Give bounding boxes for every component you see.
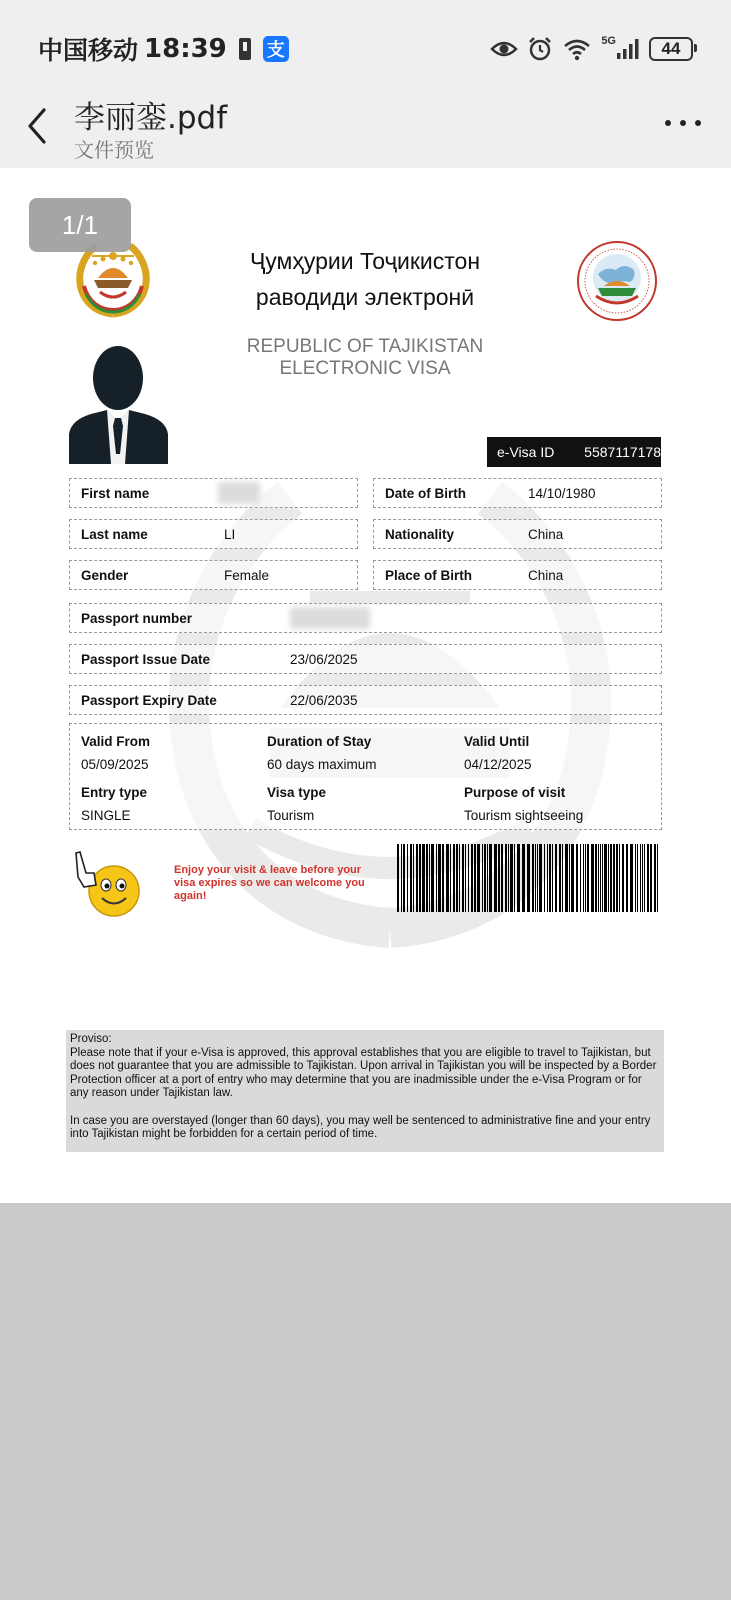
visa-title-tajik-line1: Ҷумҳурии Тоҷикистон xyxy=(249,248,481,274)
visa-title-english xyxy=(180,336,550,380)
visa-title-english-line1: REPUBLIC OF TAJIKISTAN xyxy=(246,336,484,357)
duration-cell xyxy=(267,734,377,772)
carrier-name: 中国移动 xyxy=(38,36,139,65)
page-counter: 1/1 xyxy=(29,198,131,252)
valid-from-label: Valid From xyxy=(81,734,151,749)
passport-number-label: Passport number xyxy=(81,610,193,626)
place-of-birth-field xyxy=(373,560,662,590)
last-name-label: Last name xyxy=(81,526,148,542)
passport-expiry-value: 22/06/2035 xyxy=(290,692,358,708)
network-type: 5G xyxy=(601,34,616,47)
pdf-page[interactable] xyxy=(0,168,731,1203)
file-title: 李丽銮.pdf xyxy=(74,100,228,136)
eye-icon xyxy=(490,39,518,59)
visa-type-cell xyxy=(267,785,326,823)
proviso-notice xyxy=(66,1030,664,1152)
alarm-icon xyxy=(527,36,553,62)
gender-field xyxy=(69,560,358,590)
status-bar xyxy=(0,0,731,86)
purpose-label: Purpose of visit xyxy=(464,785,566,800)
visa-details-box xyxy=(69,723,662,830)
passport-expiry-label: Passport Expiry Date xyxy=(81,692,217,708)
visa-title-tajik xyxy=(180,243,550,315)
entry-type-cell xyxy=(81,785,147,823)
valid-from-value: 05/09/2025 xyxy=(81,757,149,772)
duration-label: Duration of Stay xyxy=(267,734,372,749)
alipay-icon: 支 xyxy=(263,36,289,62)
visa-type-label: Visa type xyxy=(267,785,327,800)
last-name-value: LI xyxy=(224,526,236,542)
place-of-birth-label: Place of Birth xyxy=(385,567,473,583)
last-name-field xyxy=(69,519,358,549)
passport-expiry-field xyxy=(69,685,662,715)
nationality-label: Nationality xyxy=(385,526,455,542)
proviso-paragraph-1: Please note that if your e-Visa is approved, this approval establishes that you are eligible to travel to Tajikistan, but does not guarantee that you are admissible to Tajikistan. Upon arrival in Tajikistan you will be inspected by a Border Protection officer at a port of entry who may determine that you are inadmissible under the e-Visa Program or for any reason under Tajikistan law. xyxy=(70,1046,657,1099)
date-of-birth-field xyxy=(373,478,662,508)
date-of-birth-value: 14/10/1980 xyxy=(528,485,596,501)
nationality-value: China xyxy=(528,526,564,542)
gender-value: Female xyxy=(224,567,270,583)
ministry-seal-icon xyxy=(576,240,658,322)
visa-type-value: Tourism xyxy=(267,808,315,823)
enjoy-visit-message: Enjoy your visit & leave before your visa expires so we can welcome you again! xyxy=(174,864,365,902)
back-chevron-icon[interactable] xyxy=(20,104,54,148)
evisa-id-box xyxy=(487,437,661,467)
signal-icon xyxy=(616,38,640,60)
valid-until-cell xyxy=(464,734,532,772)
proviso-title: Proviso: xyxy=(70,1033,112,1045)
first-name-label: First name xyxy=(81,485,150,501)
file-subtitle: 文件预览 xyxy=(74,138,154,162)
entry-type-value: SINGLE xyxy=(81,808,131,823)
passport-issue-field xyxy=(69,644,662,674)
passport-number-redacted xyxy=(290,607,370,629)
valid-until-label: Valid Until xyxy=(464,734,530,749)
gender-label: Gender xyxy=(81,567,129,583)
holder-photo-silhouette xyxy=(69,338,168,464)
passport-issue-label: Passport Issue Date xyxy=(81,651,211,667)
smiley-pointing-icon xyxy=(68,851,148,921)
entry-type-label: Entry type xyxy=(81,785,148,800)
visa-title-english-line2: ELECTRONIC VISA xyxy=(279,358,451,379)
clock-time: 18:39 xyxy=(144,34,227,64)
date-of-birth-label: Date of Birth xyxy=(385,485,466,501)
passport-issue-value: 23/06/2025 xyxy=(290,651,358,667)
app-header xyxy=(0,86,731,168)
first-name-field xyxy=(69,478,358,508)
visa-title-tajik-line2: раводиди электронӣ xyxy=(255,284,475,310)
nationality-field xyxy=(373,519,662,549)
sim-icon xyxy=(239,38,251,60)
passport-number-field xyxy=(69,603,662,633)
place-of-birth-value: China xyxy=(528,567,564,583)
purpose-value: Tourism sightseeing xyxy=(464,808,584,823)
first-name-redacted xyxy=(218,482,260,504)
more-dots-icon[interactable] xyxy=(665,116,701,130)
evisa-id-label: e-Visa ID xyxy=(497,444,555,460)
purpose-cell xyxy=(464,785,583,823)
valid-from-cell xyxy=(81,734,150,772)
wifi-icon xyxy=(562,37,592,61)
valid-until-value: 04/12/2025 xyxy=(464,757,532,772)
duration-value: 60 days maximum xyxy=(267,757,377,772)
barcode xyxy=(397,844,661,912)
battery-icon: 44 xyxy=(649,37,693,61)
evisa-id-value: 5587117178 xyxy=(584,444,661,460)
proviso-paragraph-2: In case you are overstayed (longer than 60 days), you may well be sentenced to administrative fine and your entry into Tajikistan might be forbidden for a certain period of time. xyxy=(70,1114,651,1140)
